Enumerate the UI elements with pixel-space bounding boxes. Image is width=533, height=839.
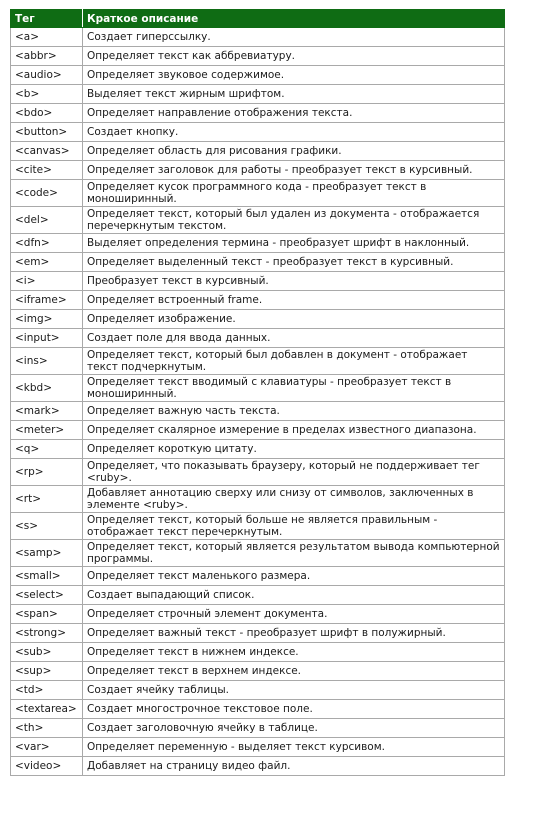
tag-cell: <i>	[11, 272, 83, 291]
table-row	[11, 348, 505, 375]
tag-cell: <dfn>	[11, 234, 83, 253]
table-row	[11, 207, 505, 234]
table-row	[11, 104, 505, 123]
table-row	[11, 757, 505, 776]
description-cell: Определяет скалярное измерение в пределах известного диапазона.	[83, 421, 505, 440]
tag-cell: <sup>	[11, 662, 83, 681]
description-cell: Определяет область для рисования графики.	[83, 142, 505, 161]
table-header-row	[11, 10, 505, 28]
tag-cell: <cite>	[11, 161, 83, 180]
tag-cell: <sub>	[11, 643, 83, 662]
description-cell: Определяет переменную - выделяет текст курсивом.	[83, 738, 505, 757]
table-row	[11, 47, 505, 66]
tag-cell: <select>	[11, 586, 83, 605]
tag-cell: <textarea>	[11, 700, 83, 719]
tag-cell: <audio>	[11, 66, 83, 85]
description-cell: Добавляет аннотацию сверху или снизу от символов, заключенных в элементе <ruby>.	[83, 486, 505, 513]
tag-cell: <iframe>	[11, 291, 83, 310]
description-cell: Определяет текст как аббревиатуру.	[83, 47, 505, 66]
tag-cell: <strong>	[11, 624, 83, 643]
tag-cell: <del>	[11, 207, 83, 234]
tag-cell: <rt>	[11, 486, 83, 513]
tag-cell: <q>	[11, 440, 83, 459]
tag-cell: <b>	[11, 85, 83, 104]
tag-cell: <code>	[11, 180, 83, 207]
description-cell: Создает гиперссылку.	[83, 28, 505, 47]
table-row	[11, 440, 505, 459]
tag-cell: <var>	[11, 738, 83, 757]
tag-cell: <canvas>	[11, 142, 83, 161]
description-cell: Определяет текст, который больше не является правильным - отображает текст перечеркнутым.	[83, 513, 505, 540]
description-cell: Определяет текст вводимый с клавиатуры - преобразует текст в моноширинный.	[83, 375, 505, 402]
table-row	[11, 123, 505, 142]
tag-cell: <bdo>	[11, 104, 83, 123]
description-cell: Определяет текст в верхнем индексе.	[83, 662, 505, 681]
table-row	[11, 567, 505, 586]
description-cell: Определяет встроенный frame.	[83, 291, 505, 310]
table-row	[11, 310, 505, 329]
description-cell: Определяет строчный элемент документа.	[83, 605, 505, 624]
table-row	[11, 402, 505, 421]
table-row	[11, 85, 505, 104]
table-row	[11, 329, 505, 348]
description-cell: Определяет важную часть текста.	[83, 402, 505, 421]
table-row	[11, 624, 505, 643]
table-body	[11, 28, 505, 776]
tag-cell: <em>	[11, 253, 83, 272]
description-cell: Создает заголовочную ячейку в таблице.	[83, 719, 505, 738]
table-row	[11, 66, 505, 85]
tag-cell: <kbd>	[11, 375, 83, 402]
tag-cell: <ins>	[11, 348, 83, 375]
description-cell: Определяет изображение.	[83, 310, 505, 329]
table-row	[11, 234, 505, 253]
tag-cell: <s>	[11, 513, 83, 540]
tag-cell: <img>	[11, 310, 83, 329]
header-description: Краткое описание	[83, 10, 505, 28]
description-cell: Выделяет текст жирным шрифтом.	[83, 85, 505, 104]
description-cell: Определяет текст, который был добавлен в документ - отображает текст подчеркнутым.	[83, 348, 505, 375]
table-row	[11, 161, 505, 180]
description-cell: Создает ячейку таблицы.	[83, 681, 505, 700]
description-cell: Определяет текст в нижнем индексе.	[83, 643, 505, 662]
description-cell: Определяет короткую цитату.	[83, 440, 505, 459]
table-row	[11, 375, 505, 402]
description-cell: Определяет кусок программного кода - преобразует текст в моноширинный.	[83, 180, 505, 207]
html-tags-table	[10, 9, 505, 776]
table-row	[11, 662, 505, 681]
table-row	[11, 700, 505, 719]
header-tag: Тег	[11, 10, 83, 28]
tag-cell: <rp>	[11, 459, 83, 486]
tag-cell: <video>	[11, 757, 83, 776]
description-cell: Определяет текст, который был удален из документа - отображается перечеркнутым текстом.	[83, 207, 505, 234]
description-cell: Определяет направление отображения текста.	[83, 104, 505, 123]
table-row	[11, 28, 505, 47]
description-cell: Создает кнопку.	[83, 123, 505, 142]
description-cell: Определяет заголовок для работы - преобразует текст в курсивный.	[83, 161, 505, 180]
tag-cell: <td>	[11, 681, 83, 700]
description-cell: Определяет, что показывать браузеру, который не поддерживает тег <ruby>.	[83, 459, 505, 486]
description-cell: Добавляет на страницу видео файл.	[83, 757, 505, 776]
description-cell: Определяет выделенный текст - преобразует текст в курсивный.	[83, 253, 505, 272]
table-row	[11, 486, 505, 513]
description-cell: Выделяет определения термина - преобразует шрифт в наклонный.	[83, 234, 505, 253]
tag-cell: <meter>	[11, 421, 83, 440]
table-row	[11, 459, 505, 486]
tag-cell: <samp>	[11, 540, 83, 567]
description-cell: Определяет важный текст - преобразует шрифт в полужирный.	[83, 624, 505, 643]
tag-cell: <th>	[11, 719, 83, 738]
table-row	[11, 681, 505, 700]
tag-cell: <input>	[11, 329, 83, 348]
table-row	[11, 421, 505, 440]
table-row	[11, 719, 505, 738]
description-cell: Создает поле для ввода данных.	[83, 329, 505, 348]
tag-cell: <button>	[11, 123, 83, 142]
table-row	[11, 272, 505, 291]
table-row	[11, 142, 505, 161]
table-row	[11, 540, 505, 567]
table-row	[11, 253, 505, 272]
tag-cell: <small>	[11, 567, 83, 586]
table-row	[11, 180, 505, 207]
table-row	[11, 738, 505, 757]
table-row	[11, 605, 505, 624]
description-cell: Определяет текст, который является результатом вывода компьютерной программы.	[83, 540, 505, 567]
description-cell: Определяет звуковое содержимое.	[83, 66, 505, 85]
table-row	[11, 643, 505, 662]
tag-cell: <span>	[11, 605, 83, 624]
tag-cell: <mark>	[11, 402, 83, 421]
tag-cell: <a>	[11, 28, 83, 47]
tag-cell: <abbr>	[11, 47, 83, 66]
table-row	[11, 513, 505, 540]
description-cell: Создает многострочное текстовое поле.	[83, 700, 505, 719]
table-row	[11, 586, 505, 605]
table-row	[11, 291, 505, 310]
description-cell: Создает выпадающий список.	[83, 586, 505, 605]
description-cell: Преобразует текст в курсивный.	[83, 272, 505, 291]
description-cell: Определяет текст маленького размера.	[83, 567, 505, 586]
